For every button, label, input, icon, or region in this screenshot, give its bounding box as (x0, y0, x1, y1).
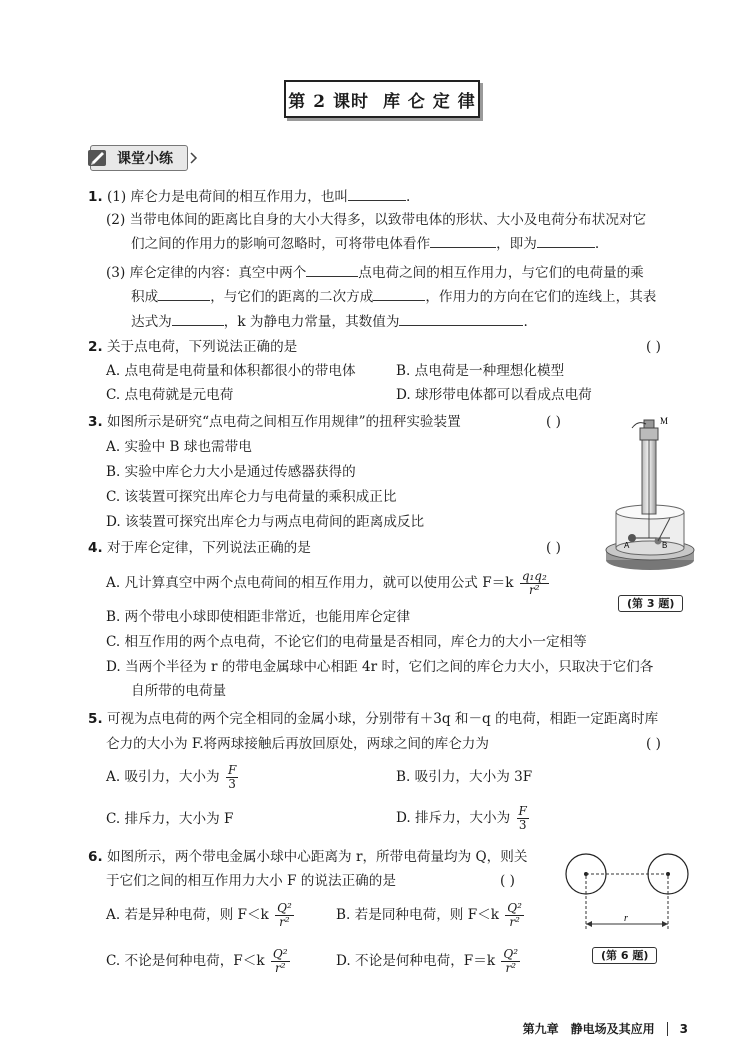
question-6: 6. 如图所示，两个带电金属小球中心距离为 r，所带电荷量均为 Q，则关 (88, 849, 528, 865)
footer-divider (667, 1022, 668, 1036)
q2-option-d[interactable]: D. 球形带电体都可以看成点电荷 (396, 387, 592, 403)
q2-option-b[interactable]: B. 点电荷是一种理想化模型 (396, 363, 565, 379)
figure-6-caption: (第 6 题) (592, 947, 657, 964)
footer-chapter: 第九章 (522, 1022, 559, 1036)
q6-line2: 于它们之间的相互作用力大小 F 的说法正确的是 (106, 873, 396, 889)
q6-option-c[interactable]: C. 不论是何种电荷，F＜k $\frac{\text{Q²}}{\text{r²}}$ (106, 947, 288, 975)
coulomb-formula-fraction: $\frac{\text{q₁q₂}}{\text{r²}}$ (521, 569, 547, 597)
answer-blank[interactable] (306, 262, 358, 277)
distance-label: r (624, 913, 628, 924)
answer-blank[interactable] (348, 186, 406, 201)
question-2: 2. 关于点电荷，下列说法正确的是 (88, 339, 298, 355)
lesson-number: 第 2 课时 (288, 91, 369, 112)
q2-option-c[interactable]: C. 点电荷就是元电荷 (106, 387, 234, 403)
question-5: 5. 可视为点电荷的两个完全相同的金属小球，分别带有＋3q 和－q 的电荷，相距一定距离时库 (88, 711, 659, 727)
q5-line1: 可视为点电荷的两个完全相同的金属小球，分别带有＋3q 和－q 的电荷，相距一定距离时库 (106, 711, 659, 727)
answer-blank[interactable] (430, 233, 496, 248)
question-1: 1. (1) 库仑力是电荷间的相互作用力，也叫 . (88, 186, 410, 208)
q2-stem: 关于点电荷，下列说法正确的是 (106, 339, 298, 355)
answer-blank[interactable] (172, 311, 224, 326)
label-b: B (662, 541, 668, 550)
q5-option-c[interactable]: C. 排斥力，大小为 F (106, 811, 234, 827)
label-m: M (660, 416, 669, 426)
answer-blank[interactable] (399, 311, 523, 326)
q5-option-d[interactable]: D. 排斥力，大小为 $\frac{F}{3}$ (396, 804, 527, 832)
two-spheres-figure (562, 850, 702, 950)
q1-part2-line1: (2) 当带电体间的距离比自身的大小大得多，以致带电体的形状、大小及电荷分布状况对它 (106, 212, 647, 228)
q3-option-c[interactable]: C. 该装置可探究出库仑力与电荷量的乘积成正比 (106, 489, 397, 505)
section-tag (86, 146, 198, 170)
answer-blank[interactable] (537, 233, 595, 248)
q4-option-d-line1[interactable]: D. 当两个半径为 r 的带电金属球中心相距 4r 时，它们之间的库仑力大小，只取决于它们各 (106, 659, 654, 675)
question-4: 4. 对于库仑定律，下列说法正确的是 (88, 540, 311, 556)
q5-option-a[interactable]: A. 吸引力，大小为 $\frac{F}{3}$ (106, 763, 237, 791)
q3-answer-paren[interactable]: ( ) (546, 414, 561, 430)
q4-stem: 对于库仑定律，下列说法正确的是 (106, 540, 311, 556)
q1-part3-line3: 达式为 ，k 为静电力常量，其数值为 . (131, 311, 528, 333)
label-a: A (624, 541, 630, 550)
q4-option-a[interactable]: A. 凡计算真空中两个点电荷间的相互作用力，就可以使用公式 F＝k $\frac{\text{q₁q₂}}{\text{r²}}$ (106, 569, 547, 597)
q6-option-a[interactable]: A. 若是异种电荷，则 F＜k $\frac{\text{Q²}}{\text{r²}}$ (106, 901, 292, 929)
lesson-topic: 库 仑 定 律 (382, 91, 476, 112)
q4-answer-paren[interactable]: ( ) (546, 540, 561, 556)
q5-option-b[interactable]: B. 吸引力，大小为 3F (396, 769, 533, 785)
chevron-right-icon (190, 152, 198, 164)
page-number: 3 (679, 1021, 688, 1036)
q5-answer-paren[interactable]: ( ) (646, 736, 661, 752)
pencil-icon (86, 146, 110, 170)
answer-blank[interactable] (158, 286, 210, 301)
torsion-balance-figure (598, 414, 702, 590)
q3-option-a[interactable]: A. 实验中 B 球也需带电 (106, 439, 252, 455)
q1-part1-text: (1) 库仑力是电荷间的相互作用力，也叫 (106, 189, 349, 205)
q3-stem: 如图所示是研究“点电荷之间相互作用规律”的扭秤实验装置 (106, 414, 461, 430)
q3-option-d[interactable]: D. 该装置可探究出库仑力与两点电荷间的距离成反比 (106, 514, 425, 530)
q6-answer-paren[interactable]: ( ) (500, 873, 515, 889)
section-label: 课堂小练 (90, 145, 188, 171)
q4-option-d-line2: 自所带的电荷量 (131, 683, 227, 699)
answer-blank[interactable] (373, 286, 425, 301)
footer-title: 静电场及其应用 (570, 1022, 655, 1036)
q6-option-d[interactable]: D. 不论是何种电荷，F＝k $\frac{\text{Q²}}{\text{r²}}$ (336, 947, 519, 975)
q3-option-b[interactable]: B. 实验中库仑力大小是通过传感器获得的 (106, 464, 356, 480)
figure-3-caption: (第 3 题) (618, 595, 683, 612)
q1-part3-line2: 积成 ，与它们的距离的二次方成 ，作用力的方向在它们的连线上，其表 (131, 286, 656, 308)
q6-option-b[interactable]: B. 若是同种电荷，则 F＜k $\frac{\text{Q²}}{\text{r²}}$ (336, 901, 522, 929)
q5-line2: 仑力的大小为 F.将两球接触后再放回原处，两球之间的库仑力为 (106, 736, 489, 752)
q4-option-c[interactable]: C. 相互作用的两个点电荷，不论它们的电荷量是否相同，库仑力的大小一定相等 (106, 634, 587, 650)
q2-answer-paren[interactable]: ( ) (646, 339, 661, 355)
q4-option-b[interactable]: B. 两个带电小球即使相距非常近，也能用库仑定律 (106, 609, 411, 625)
q1-part3-line1: (3) 库仑定律的内容：真空中两个 点电荷之间的相互作用力，与它们的电荷量的乘 (106, 262, 644, 284)
lesson-title (284, 80, 480, 118)
page-footer (523, 1020, 688, 1037)
q2-option-a[interactable]: A. 点电荷是电荷量和体积都很小的带电体 (106, 363, 356, 379)
q6-line1: 如图所示，两个带电金属小球中心距离为 r，所带电荷量均为 Q，则关 (106, 849, 528, 865)
q1-part2-line2: 们之间的作用力的影响可忽略时，可将带电体看作 ，即为 . (131, 233, 599, 255)
question-3: 3. 如图所示是研究“点电荷之间相互作用规律”的扭秤实验装置 (88, 414, 461, 430)
